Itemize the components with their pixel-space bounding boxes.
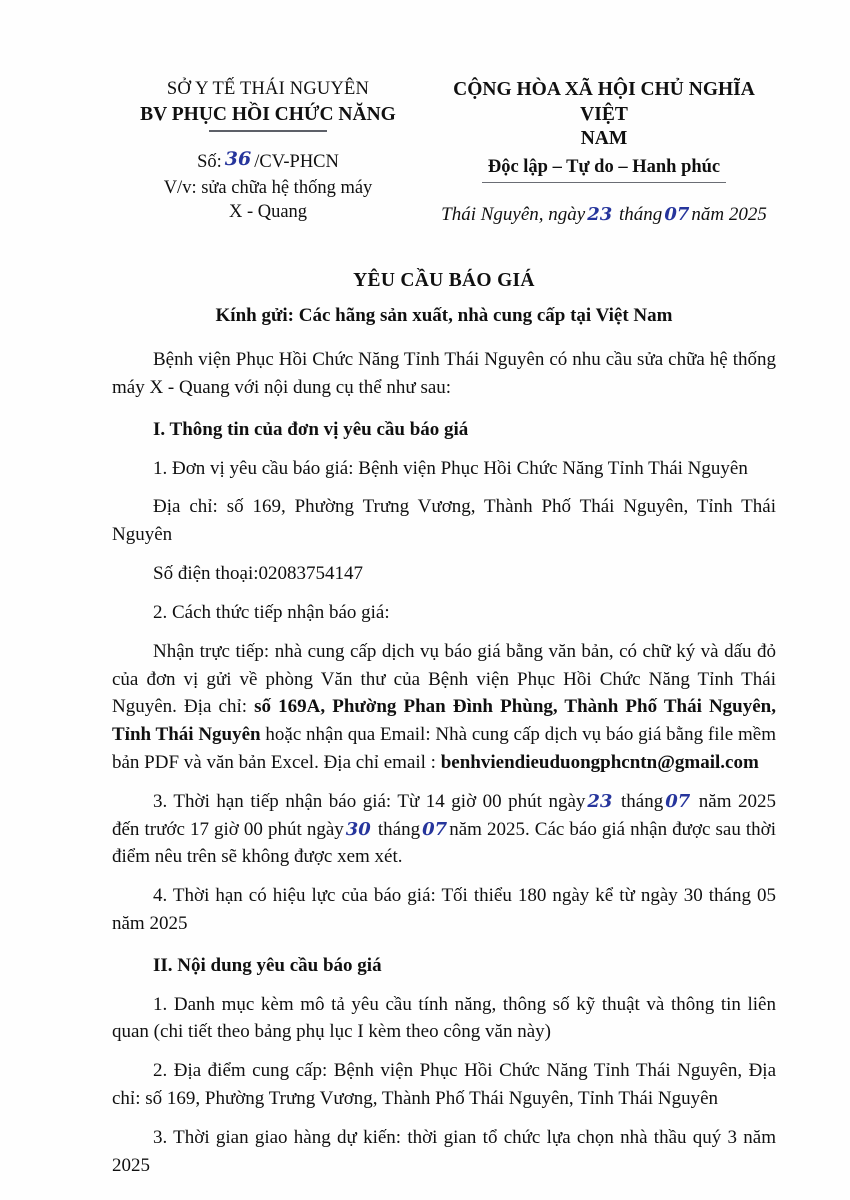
recipient-line: Kính gửi: Các hãng sản xuất, nhà cung cấp tại Việt Nam: [215, 305, 673, 327]
place-and-date: [432, 204, 776, 226]
deadline-text-c: năm 2025 đến trước 17 giờ 00 phút ngày: [112, 790, 777, 840]
issuing-authority-block: [112, 78, 418, 224]
deadline-end-day-handwritten: 30: [345, 818, 371, 840]
document-number-suffix: /CV-PHCN: [254, 151, 339, 172]
national-title-line-1: CỘNG HÒA XÃ HỘI CHỦ NGHĨA VIỆT: [453, 79, 755, 125]
section-2-heading: II. Nội dung yêu cầu báo giá: [153, 954, 382, 976]
national-heading-block: [418, 78, 776, 226]
item-1-3: [112, 788, 776, 871]
item-2-1: 1. Danh mục kèm mô tả yêu cầu tính năng, thông số kỹ thuật và thông tin liên quan (chi tiết theo bảng phụ lục I kèm theo công văn này): [112, 993, 776, 1043]
subject-line-2: X - Quang: [228, 201, 308, 222]
document-subject: [118, 176, 418, 225]
date-year-label: năm 2025: [691, 204, 767, 226]
submission-method-text-b: hoặc nhận qua Email: Nhà cung cấp dịch vụ báo giá bằng file mềm bản PDF và văn bản Excel. Địa chỉ email :: [112, 724, 776, 773]
document-body: [112, 346, 776, 1179]
page-title: YÊU CẦU BÁO GIÁ: [353, 270, 535, 292]
submission-office-address: số 169A, Phường Phan Đình Phùng, Thành Phố Thái Nguyên, Tỉnh Thái Nguyên: [112, 696, 777, 746]
subject-line-1: V/v: sửa chữa hệ thống máy: [163, 177, 373, 198]
document-content: [112, 0, 776, 1179]
place-date-prefix: Thái Nguyên, ngày: [441, 204, 586, 226]
title-block: [112, 270, 776, 327]
header-right-divider: [482, 182, 726, 184]
date-day-handwritten: 23: [587, 204, 613, 226]
hospital-name: BV PHỤC HỒI CHỨC NĂNG: [140, 103, 396, 125]
section-1-heading: I. Thông tin của đơn vị yêu cầu báo giá: [153, 418, 469, 440]
national-title-line-2: NAM: [580, 128, 628, 150]
deadline-start-day-handwritten: 23: [587, 790, 613, 812]
item-1-2: 2. Cách thức tiếp nhận báo giá:: [153, 601, 390, 623]
deadline-text-e: năm 2025. Các báo giá nhận được sau thời điểm nêu trên sẽ không được xem xét.: [112, 818, 777, 868]
deadline-text-d: tháng: [377, 818, 421, 840]
deadline-end-month-handwritten: 07: [422, 818, 448, 840]
document-header: [112, 0, 776, 226]
item-1-phone: Số điện thoại:02083754147: [153, 563, 364, 585]
deadline-text-a: 3. Thời hạn tiếp nhận báo giá: Từ 14 giờ 00 phút ngày: [153, 790, 586, 812]
document-number-handwritten: 36: [224, 147, 252, 170]
item-2-3: 3. Thời gian giao hàng dự kiến: thời gian tổ chức lựa chọn nhà thầu quý 3 năm 2025: [112, 1126, 776, 1176]
date-month-label: tháng: [619, 204, 663, 226]
header-left-divider: [209, 130, 327, 132]
contact-email: benhviendieuduongphcntn@gmail.com: [440, 751, 759, 773]
intro-paragraph: Bệnh viện Phục Hồi Chức Năng Tỉnh Thái Nguyên có nhu cầu sửa chữa hệ thống máy X - Quang với nội dung cụ thể như sau:: [112, 349, 776, 399]
deadline-start-month-handwritten: 07: [665, 790, 691, 812]
date-month-handwritten: 07: [664, 204, 690, 226]
item-2-2: 2. Địa điểm cung cấp: Bệnh viện Phục Hồi Chức Năng Tỉnh Thái Nguyên, Địa chỉ: số 169, Phường Trưng Vương, Thành Phố Thái Nguyên, Tỉnh Thái Nguyên: [112, 1060, 776, 1109]
department-name: SỞ Y TẾ THÁI NGUYÊN: [166, 79, 370, 99]
document-number-prefix: Số:: [197, 151, 222, 172]
item-1-4: 4. Thời hạn có hiệu lực của báo giá: Tối thiểu 180 ngày kể từ ngày 30 tháng 05 năm 2025: [112, 885, 776, 935]
deadline-text-b: tháng: [620, 790, 664, 812]
item-1-2-detail: [112, 638, 776, 777]
national-motto: Độc lập – Tự do – Hanh phúc: [487, 156, 721, 177]
item-1-1: 1. Đơn vị yêu cầu báo giá: Bệnh viện Phục Hồi Chức Năng Tỉnh Thái Nguyên: [153, 457, 748, 479]
submission-method-text-a: Nhận trực tiếp: nhà cung cấp dịch vụ báo giá bằng văn bản, có chữ ký và dấu đỏ của đơn vị gửi về phòng Văn thư của Bệnh viện Phục Hồi Chức Năng Tỉnh Thái Nguyên. Địa chỉ:: [112, 640, 776, 718]
document-number-line: [118, 149, 418, 175]
item-1-address: Địa chỉ: số 169, Phường Trưng Vương, Thành Phố Thái Nguyên, Tỉnh Thái Nguyên: [112, 496, 776, 546]
